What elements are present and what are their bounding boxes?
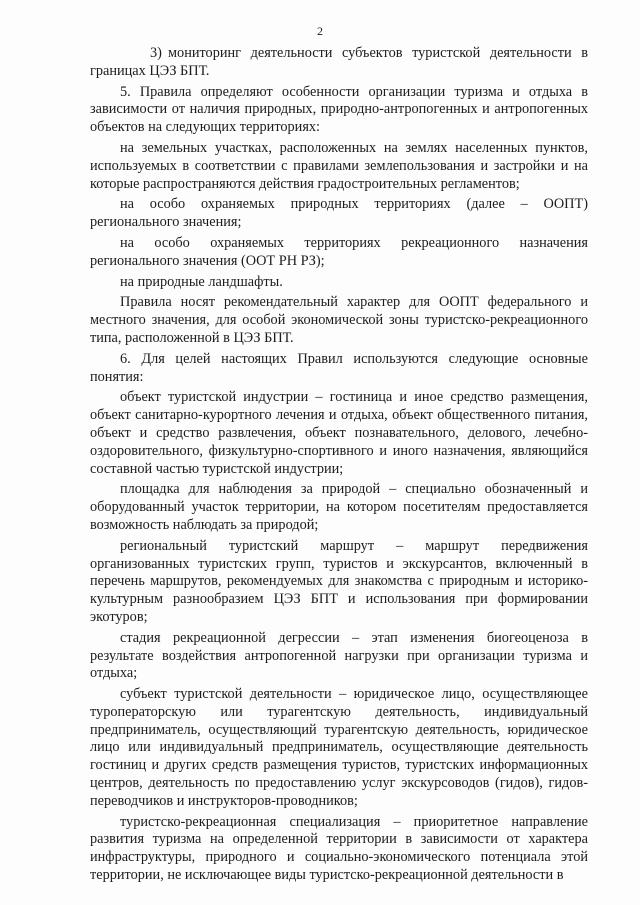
paragraph-landscapes: на природные ландшафты. [120, 273, 283, 290]
paragraph-section-6: 6. Для целей настоящих Правил используются следующие основные понятия: [90, 350, 588, 385]
paragraph-oot-rn-rz: на особо охраняемых территориях рекреационного назначения регионального значения (ООТ РН РЗ); [90, 234, 588, 269]
paragraph-settlements: на земельных участках, расположенных на землях населенных пунктов, используемых в соответствии с правилами землепользования и застройки и на которые распространяются действия градостроительных регламентов; [90, 139, 588, 192]
paragraph-section-5: 5. Правила определяют особенности организации туризма и отдыха в зависимости от наличия природных, природно-антропогенных и антропогенных объектов на следующих территориях: [90, 83, 588, 136]
definition-regional-route: региональный туристский маршрут – маршрут передвижения организованных туристских групп, туристов и экскурсантов, включенный в перечень маршрутов, рекомендуемых для знакомства с природным и историко-культурным разнообразием ЦЭЗ БПТ и использования при формировании экотуров; [90, 537, 588, 625]
definition-observation-site: площадка для наблюдения за природой – специально обозначенный и оборудованный участок территории, на котором посетителям предоставляется возможность наблюдать за природой; [90, 481, 588, 533]
page-number: 2 [317, 24, 323, 38]
paragraph-recommendation: Правила носят рекомендательный характер для ООПТ федерального и местного значения, для особой экономической зоны туристско-рекреационного типа, расположенной в ЦЭЗ БПТ. [90, 294, 588, 346]
definition-tourism-subject: субъект туристской деятельности – юридическое лицо, осуществляющее туроператорскую или турагентскую деятельность, индивидуальный предприниматель, осуществляющий турагентскую деятельность, юридическое лицо или индивидуальный предприниматель, осуществляющие деятельность гостиниц и других средств размещения туристов, туристских информационных центров, деятельность по предоставлению услуг экскурсоводов (гидов), гидов-переводчиков и инструкторов-проводников; [90, 686, 588, 809]
paragraph-oopt: на особо охраняемых природных территориях (далее – ООПТ) регионального значения; [90, 196, 588, 231]
list-marker: 3) [150, 45, 162, 61]
definition-degression-stage: стадия рекреационной дегрессии – этап изменения биогеоценоза в результате воздействия антропогенной нагрузки при организации туризма и отдыха; [90, 629, 588, 682]
document-body [90, 45, 588, 885]
paragraph-text: мониторинг деятельности субъектов туристской деятельности в границах ЦЭЗ БПТ. [90, 45, 588, 79]
paragraph-item-3 [90, 45, 588, 81]
definition-specialization: туристско-рекреационная специализация – приоритетное направление развития туризма на определенной территории в зависимости от характера инфраструктуры, природного и социально-экономического потенциала этой территории, не исключающее виды туристско-рекреационной деятельности в [90, 813, 588, 884]
definition-tourism-object: объект туристской индустрии – гостиница и иное средство размещения, объект санитарно-курортного лечения и отдыха, объект общественного питания, объект и средство развлечения, объект познавательного, делового, лечебно-оздоровительного, физкультурно-спортивного и иного назначения, являющийся составной частью туристской индустрии; [90, 389, 588, 477]
